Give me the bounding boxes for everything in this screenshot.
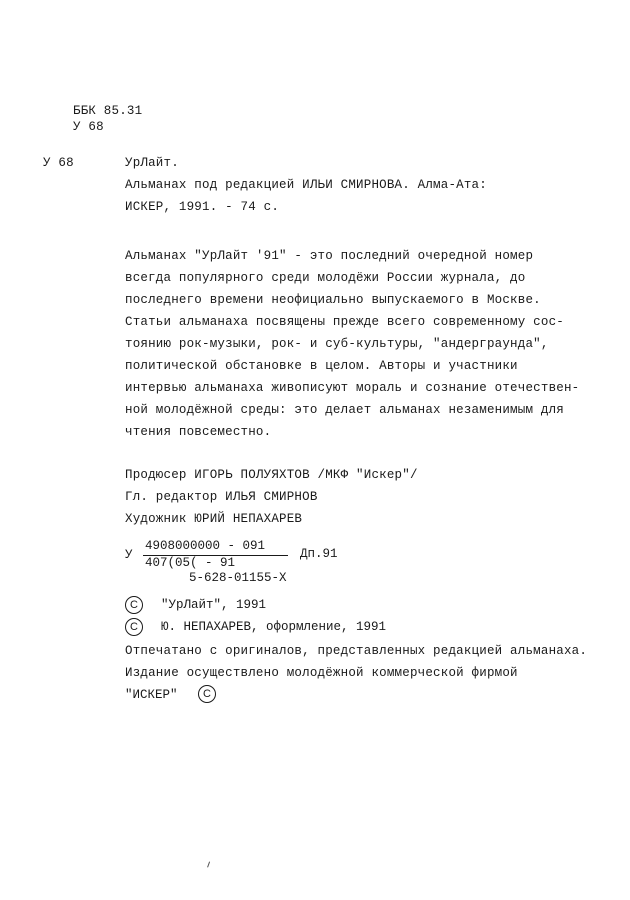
annotation-line: политической обстановке в целом. Авторы и участники: [125, 359, 518, 373]
imprint-line-3: "ИСКЕР": [125, 688, 178, 702]
code-numerator: 4908000000 - 091: [145, 539, 266, 553]
annotation-line: последнего времени неофициально выпускаемого в Москве.: [125, 293, 541, 307]
credit-producer: Продюсер ИГОРЬ ПОЛУЯХТОВ /МКФ "Искер"/: [125, 468, 418, 482]
author-mark: У 68: [73, 120, 104, 134]
scan-speck: [207, 861, 213, 868]
code-prefix: У: [125, 548, 133, 562]
credit-editor: Гл. редактор ИЛЬЯ СМИРНОВ: [125, 490, 318, 504]
isbn: 5-628-01155-Х: [189, 571, 287, 585]
bibliography-line-3: ИСКЕР, 1991. - 74 с.: [125, 200, 280, 214]
book-title: УрЛайт.: [125, 156, 179, 170]
copyright-text: "УрЛайт", 1991: [161, 598, 267, 612]
index-left: У 68: [43, 156, 74, 170]
imprint-line-2: Издание осуществлено молодёжной коммерческой фирмой: [125, 666, 518, 680]
copyright-text: Ю. НЕПАХАРЕВ, оформление, 1991: [161, 620, 387, 634]
imprint-line-1: Отпечатано с оригиналов, представленных редакцией альманаха.: [125, 644, 588, 658]
annotation-line: чтения повсеместно.: [125, 425, 272, 439]
annotation-line: Альманах "УрЛайт '91" - это последний очередной номер: [125, 249, 534, 263]
copyright-icon: C: [125, 596, 143, 614]
copyright-icon: C: [125, 618, 143, 636]
annotation-line: ной молодёжной среды: это делает альманах незаменимым для: [125, 403, 564, 417]
bibliography-line-2: Альманах под редакцией ИЛЬИ СМИРНОВА. Алма-Ата:: [125, 178, 487, 192]
credit-artist: Художник ЮРИЙ НЕПАХАРЕВ: [125, 512, 303, 526]
annotation-line: всегда популярного среди молодёжи России журнала, до: [125, 271, 526, 285]
annotation-line: интервью альманаха живописуют мораль и сознание отечествен-: [125, 381, 580, 395]
annotation-line: тоянию рок-музыки, рок- и суб-культуры, "андерграунда",: [125, 337, 549, 351]
code-suffix: Дп.91: [300, 547, 338, 561]
bbk-code: ББК 85.31: [73, 104, 143, 118]
copyright-icon: C: [198, 685, 216, 703]
code-denominator: 407(05( - 91: [145, 556, 236, 570]
annotation-line: Статьи альманаха посвящены прежде всего современному сос-: [125, 315, 564, 329]
